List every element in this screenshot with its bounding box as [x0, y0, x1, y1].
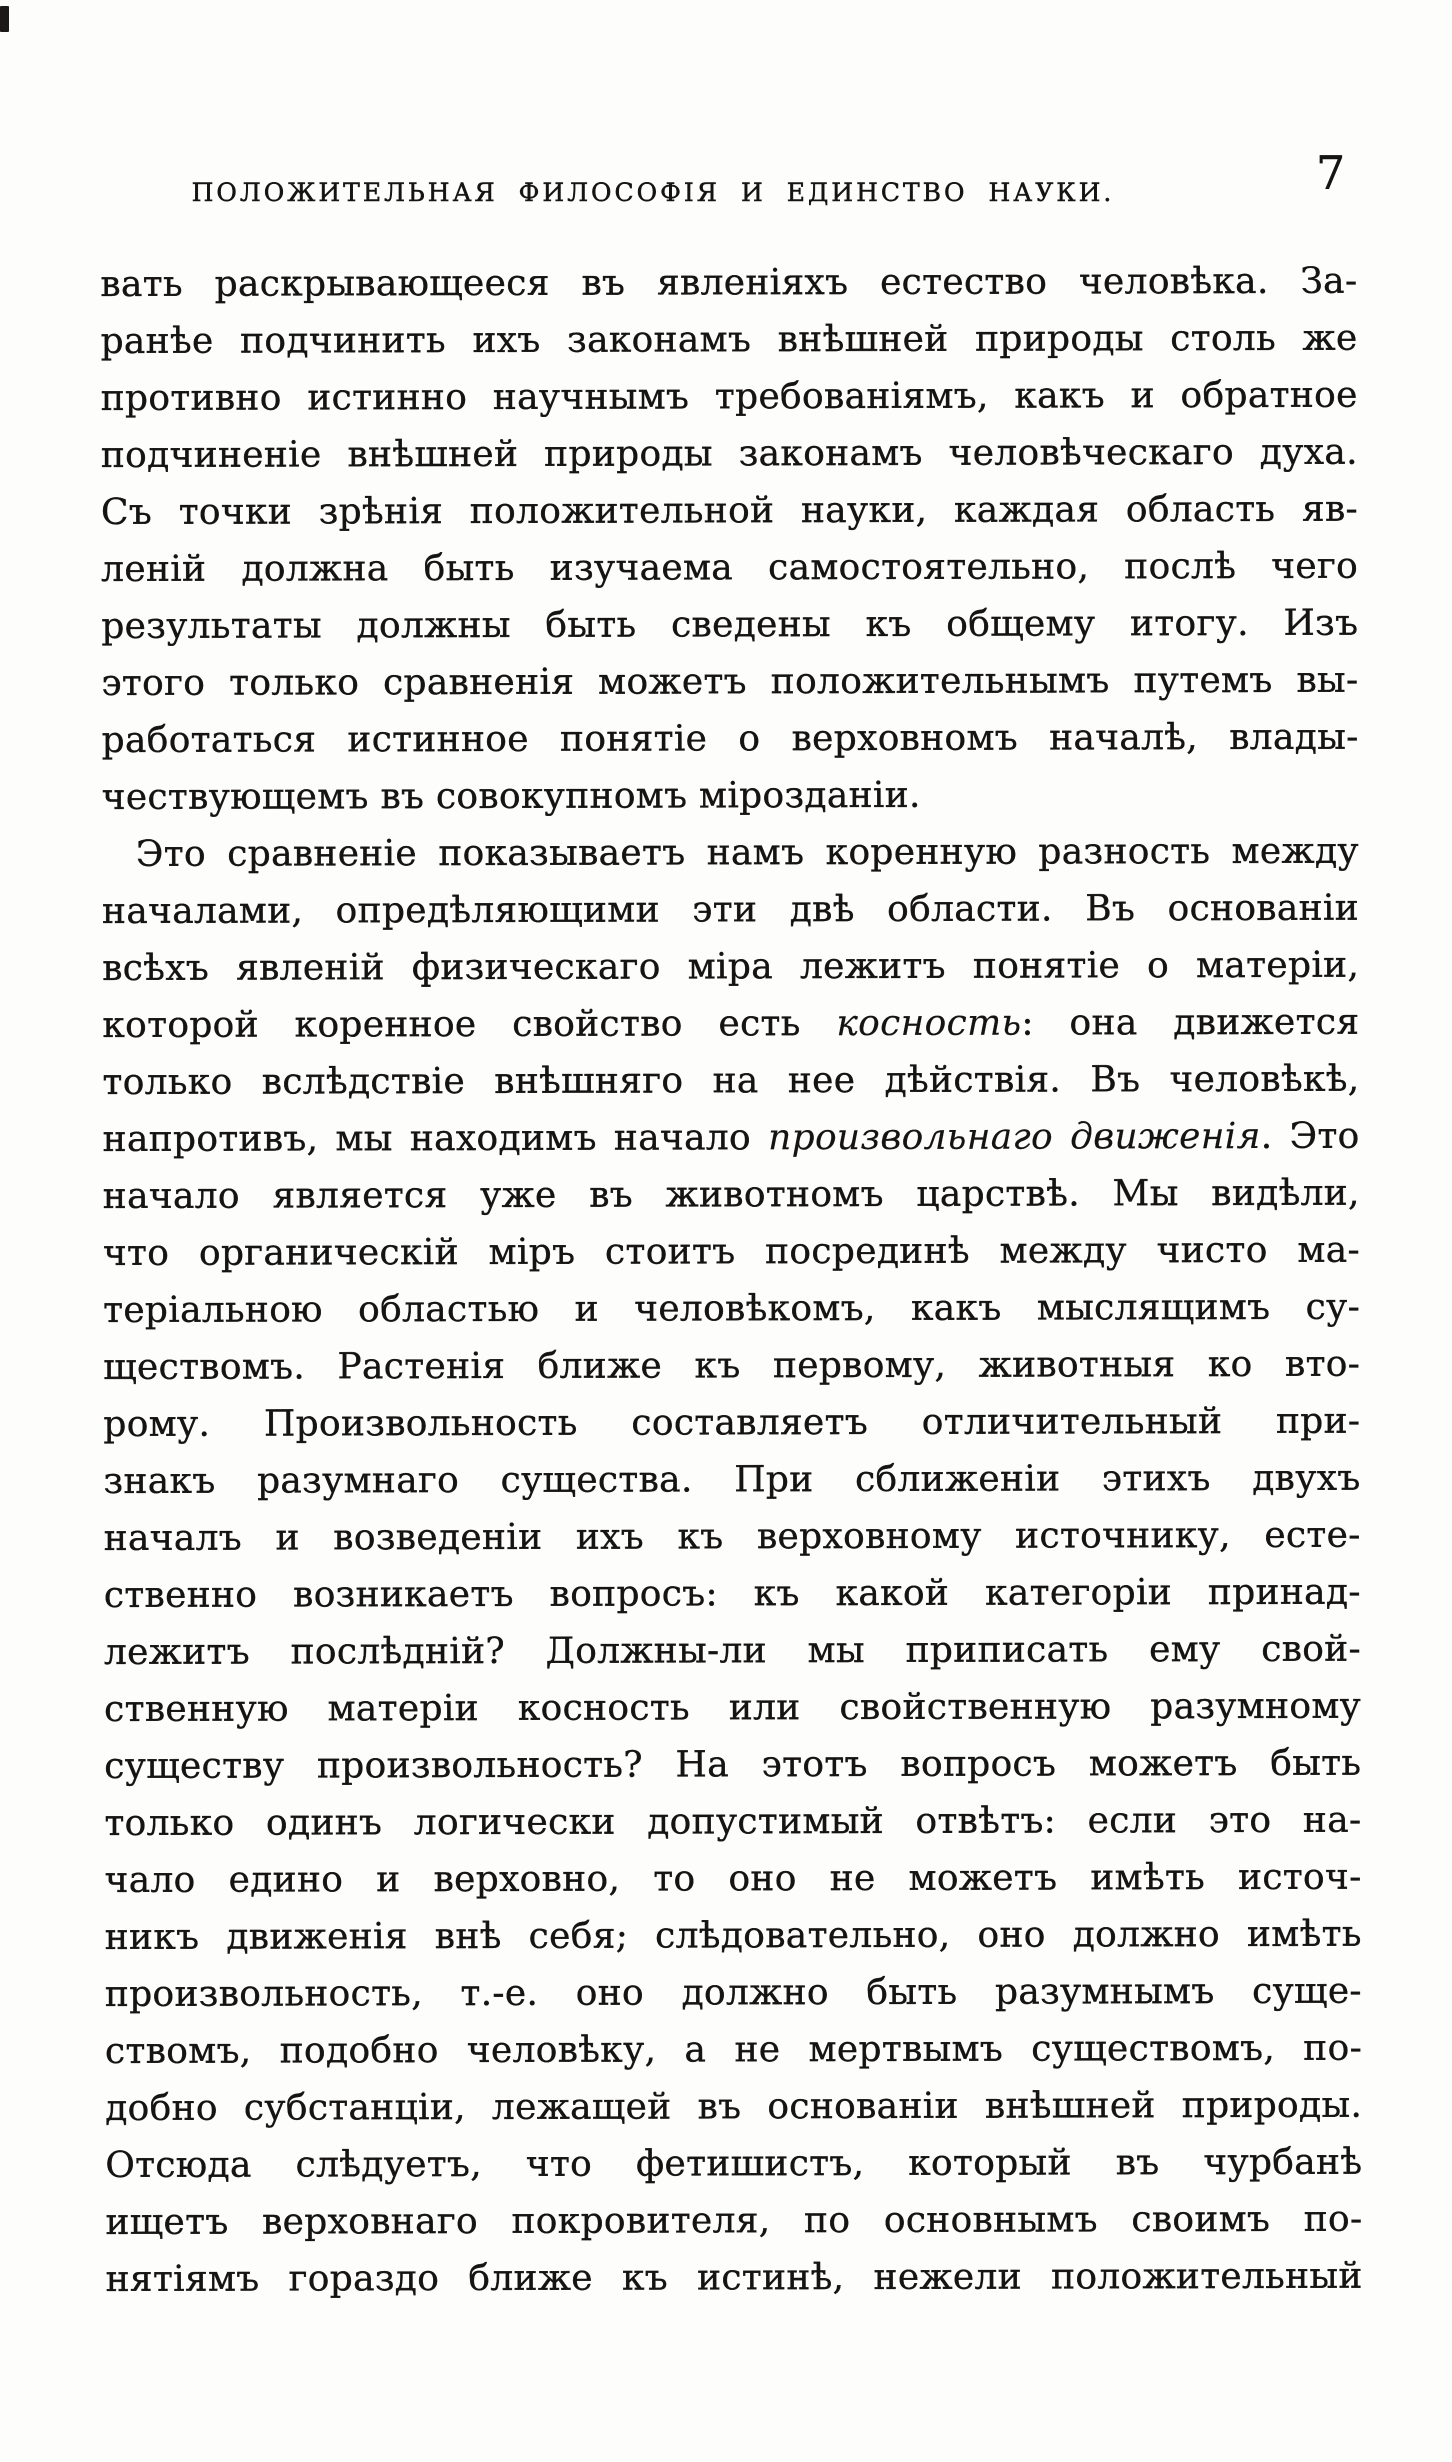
- text-segment: : она движется: [1021, 1001, 1360, 1044]
- text-segment: теріальною областью и человѣкомъ, какъ мыслящимъ су-: [103, 1286, 1361, 1331]
- text-line: [102, 880, 1359, 940]
- text-segment: результаты должны быть сведены къ общему итогу. Изъ: [101, 602, 1359, 648]
- text-segment: работаться истинное понятіе о верховномъ началѣ, влады-: [101, 716, 1359, 762]
- page-number: 7: [1316, 146, 1346, 200]
- text-line: [102, 709, 1359, 769]
- text-segment: подчиненіе внѣшней природы законамъ человѣческаго духа.: [100, 431, 1358, 477]
- text-line: [105, 2134, 1362, 2194]
- text-line: [104, 1792, 1361, 1852]
- text-segment: никъ движенія внѣ себя; слѣдовательно, оно должно имѣть: [104, 1913, 1362, 1958]
- text-segment: напротивъ, мы находимъ начало: [102, 1117, 769, 1161]
- text-line: [106, 2248, 1363, 2308]
- text-line: [105, 2020, 1362, 2080]
- text-segment: знакъ разумнаго существа. При сближеніи этихъ двухъ: [103, 1457, 1361, 1502]
- running-title: ПОЛОЖИТЕЛЬНАЯ ФИЛОСОФІЯ И ЕДИНСТВО НАУКИ.: [191, 178, 1115, 207]
- text-segment: начало является уже въ животномъ царствѣ. Мы видѣли,: [102, 1172, 1360, 1218]
- text-line: [101, 481, 1358, 541]
- text-segment: ранѣе подчинить ихъ законамъ внѣшней природы столь же: [100, 317, 1358, 363]
- text-segment: ищетъ верховнаго покровителя, по основнымъ своимъ по-: [105, 2198, 1363, 2243]
- text-line: [105, 1963, 1362, 2023]
- text-line: [102, 994, 1359, 1054]
- text-line: [100, 253, 1357, 313]
- text-line: [103, 1279, 1360, 1339]
- text-line: [104, 1621, 1361, 1681]
- text-segment: только вслѣдствіе внѣшняго на нее дѣйствія. Въ человѣкѣ,: [102, 1058, 1360, 1104]
- text-line: [104, 1678, 1361, 1738]
- text-segment: началами, опредѣляющими эти двѣ области. Въ основаніи: [101, 887, 1360, 933]
- body-text: [100, 253, 1362, 2308]
- text-line: [103, 1336, 1360, 1396]
- text-line: [101, 595, 1358, 655]
- text-line: [103, 1108, 1360, 1168]
- text-segment: лежитъ послѣдній? Должны-ли мы приписать ему свой-: [103, 1628, 1362, 1673]
- scan-edge-artifact: [0, 6, 9, 32]
- text-line: [105, 2077, 1362, 2137]
- text-segment: существу произвольность? На этотъ вопросъ можетъ быть: [104, 1742, 1362, 1787]
- text-segment: леній должна быть изучаема самостоятельно, послѣ чего: [101, 545, 1359, 591]
- text-line: [104, 1849, 1361, 1909]
- text-segment: добно субстанціи, лежащей въ основаніи внѣшней природы.: [105, 2084, 1363, 2129]
- text-segment: противно истинно научнымъ требованіямъ, какъ и обратное: [100, 374, 1358, 420]
- text-line: [103, 1165, 1360, 1225]
- text-line: [101, 367, 1358, 427]
- text-segment: началъ и возведеніи ихъ къ верховному источнику, есте-: [103, 1514, 1361, 1559]
- text-line: [100, 310, 1357, 370]
- text-segment: этого только сравненія можетъ положительнымъ путемъ вы-: [101, 659, 1359, 705]
- text-segment: Это сравненіе показываетъ намъ коренную разность между: [135, 830, 1359, 875]
- text-segment: произвольность, т.-е. оно должно быть разумнымъ суще-: [104, 1970, 1362, 2015]
- text-line: [105, 1906, 1362, 1966]
- text-segment: вать раскрывающееся въ явленіяхъ естество человѣка. За-: [100, 260, 1358, 306]
- text-line: [105, 2191, 1362, 2251]
- text-segment: чествующемъ въ совокупномъ мірозданіи.: [101, 774, 921, 819]
- text-segment: только одинъ логически допустимый отвѣтъ: если это на-: [104, 1799, 1362, 1844]
- text-segment: Отсюда слѣдуетъ, что фетишистъ, который въ чурбанѣ: [105, 2141, 1363, 2186]
- text-segment: чало едино и верховно, то оно не можетъ имѣть источ-: [104, 1856, 1362, 1901]
- text-line: [102, 937, 1359, 997]
- text-line: [101, 424, 1358, 484]
- text-segment: которой коренное свойство есть: [102, 1003, 837, 1047]
- italic-phrase: косность: [836, 1002, 1022, 1045]
- text-segment: рому. Произвольность составляетъ отличительный при-: [103, 1400, 1361, 1445]
- text-segment: . Это: [1260, 1115, 1360, 1157]
- text-line: [104, 1507, 1361, 1567]
- text-segment: всѣхъ явленій физическаго міра лежитъ понятіе о матеріи,: [102, 944, 1360, 990]
- text-line: [103, 1450, 1360, 1510]
- text-line: [104, 1564, 1361, 1624]
- text-line: [103, 1222, 1360, 1282]
- text-line: [101, 538, 1358, 598]
- text-segment: ственно возникаетъ вопросъ: къ какой категоріи принад-: [103, 1571, 1361, 1616]
- text-segment: нятіямъ гораздо ближе къ истинѣ, нежели положительный: [105, 2255, 1363, 2300]
- text-line: [101, 652, 1358, 712]
- text-segment: ществомъ. Растенія ближе къ первому, животныя ко вто-: [103, 1343, 1361, 1388]
- text-line: [102, 823, 1359, 883]
- text-line: [102, 1051, 1359, 1111]
- text-segment: Съ точки зрѣнія положительной науки, каждая область яв-: [100, 488, 1359, 534]
- italic-phrase: произвольнаго движенія: [768, 1115, 1261, 1159]
- text-segment: ствомъ, подобно человѣку, а не мертвымъ существомъ, по-: [104, 2027, 1363, 2072]
- text-line: [104, 1735, 1361, 1795]
- text-line: [103, 1393, 1360, 1453]
- text-segment: ственную матеріи косность или свойственную разумному: [104, 1685, 1362, 1730]
- text-segment: что органическій міръ стоитъ посрединѣ между чисто ма-: [102, 1229, 1360, 1274]
- text-line: [102, 766, 1359, 826]
